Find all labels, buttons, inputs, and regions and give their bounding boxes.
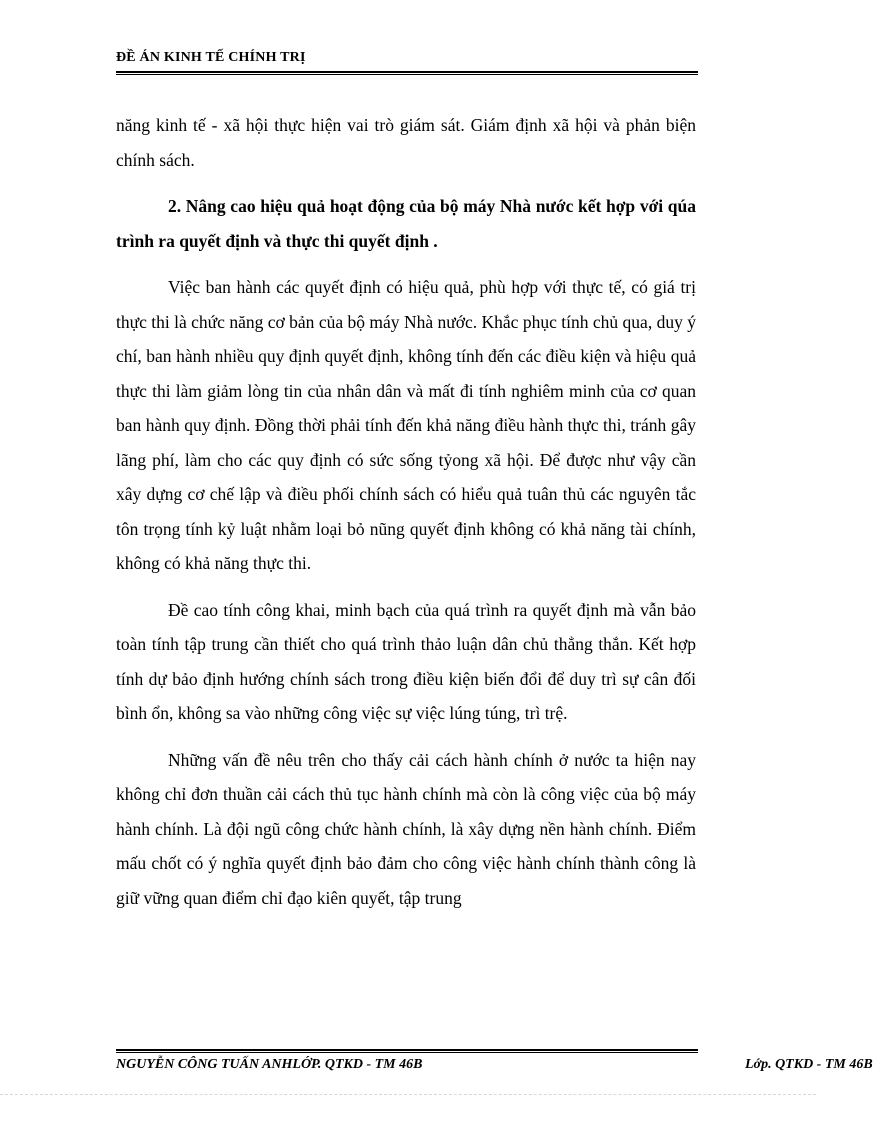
header-rule	[116, 71, 698, 73]
header-rule-thin	[116, 74, 698, 75]
paragraph-continuation: năng kinh tế - xã hội thực hiện vai trò giám sát. Giám định xã hội và phản biện chính sách.	[116, 115, 696, 170]
footer-author: NGUYỄN CÔNG TUẤN ANHLỚP. QTKD - TM 46B	[116, 1057, 423, 1072]
footer-rule-thin	[116, 1052, 698, 1053]
page-break-line	[0, 1094, 816, 1095]
footer-class: Lớp. QTKD - TM 46B	[745, 1057, 873, 1072]
document-body	[116, 108, 696, 915]
section-heading: 2. Nâng cao hiệu quả hoạt động của bộ máy Nhà nước kết hợp với qúa trình ra quyết định và thực thi quyết định .	[116, 196, 696, 251]
paragraph: Đề cao tính công khai, minh bạch của quá trình ra quyết định mà vẫn bảo toàn tính tập trung cần thiết cho quá trình thảo luận dân chủ thẳng thắn. Kết hợp tính dự bảo định hướng chính sách trong điều kiện biến đổi để duy trì sự cân đối bình ổn, không sa vào những công việc sự việc lúng túng, trì trệ.	[116, 599, 696, 723]
paragraph: Việc ban hành các quyết định có hiệu quả, phù hợp với thực tế, có giá trị thực thi là chức năng cơ bản của bộ máy Nhà nước. Khắc phục tính chủ qua, duy ý chí, ban hành nhiều quy định quyết định, không tính đến các điều kiện và hiệu quả thực thi làm giảm lòng tin của nhân dân và mất đi tính nghiêm minh của cơ quan ban hành quy định. Đồng thời phải tính đến khả năng điều hành thực thi, tránh gây lãng phí, làm cho các quy định có sức sống tỷong xã hội. Để được như vậy cần xây dựng cơ chế lập và điều phối chính sách có hiểu quả tuân thủ các nguyên tắc tôn trọng tính kỷ luật nhằm loại bỏ nũng quyết định không có khả năng tài chính, không có khả năng thực thi.	[116, 277, 696, 573]
page-header-title: ĐỀ ÁN KINH TẾ CHÍNH TRỊ	[116, 50, 306, 65]
footer-rule	[116, 1049, 698, 1051]
paragraph: Những vấn đề nêu trên cho thấy cải cách hành chính ở nước ta hiện nay không chỉ đơn thuần cải cách thủ tục hành chính mà còn là công việc của bộ máy hành chính. Là đội ngũ công chức hành chính, là xây dựng nền hành chính. Điểm mấu chốt có ý nghĩa quyết định bảo đảm cho công việc hành chính thành công là giữ vững quan điểm chỉ đạo kiên quyết, tập trung	[116, 749, 696, 908]
